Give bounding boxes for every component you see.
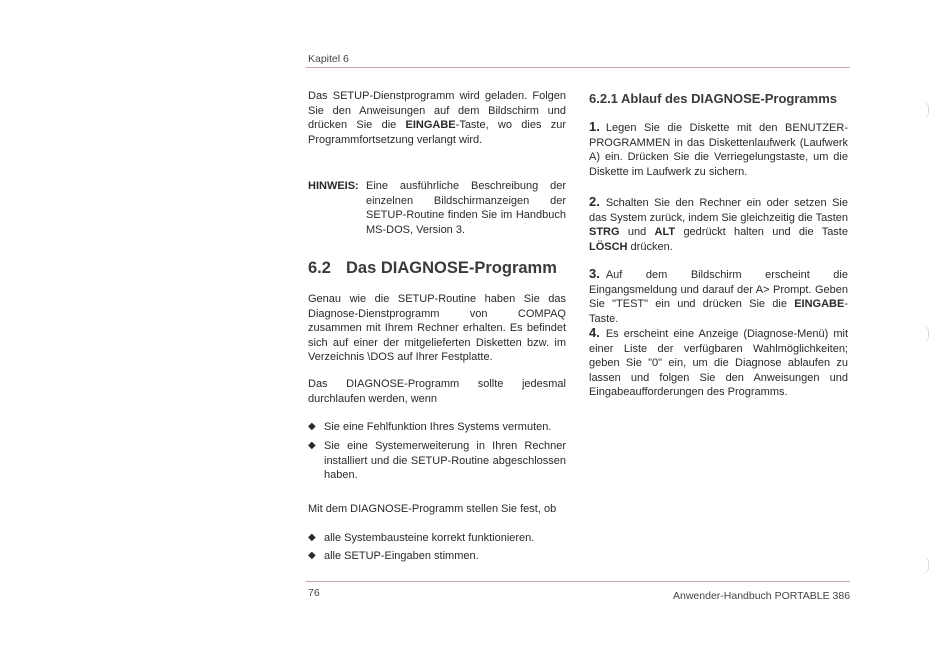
diamond-bullet-icon: ◆ — [308, 550, 316, 561]
subsection-number: 6.2.1 — [589, 91, 618, 106]
hinweis-text: Eine ausführliche Beschreibung der einzelnen Bildschirmanzeigen der SETUP-Routine finden Sie im Handbuch MS-DOS, Version 3. — [366, 180, 566, 236]
chapter-header: Kapitel 6 — [308, 53, 349, 65]
book-title: Anwender-Handbuch PORTABLE 386 — [673, 590, 851, 602]
intro-paragraph: Das SETUP-Dienstprogramm wird geladen. Folgen Sie den Anweisungen auf dem Bildschirm und drücken Sie die EINGABE-Taste, wo dies zur Programmfortsetzung verlangt wird. — [308, 90, 566, 146]
binder-hole-mark — [922, 101, 929, 119]
diagnose-check-paragraph: Mit dem DIAGNOSE-Programm stellen Sie fest, ob — [308, 503, 557, 515]
key-eingabe: EINGABE — [794, 298, 845, 310]
header-rule — [306, 67, 850, 68]
diamond-bullet-icon: ◆ — [308, 532, 316, 543]
list-item: ◆ Sie eine Fehlfunktion Ihres Systems vermuten. — [308, 421, 552, 433]
section-heading — [308, 259, 568, 278]
page-number: 76 — [308, 587, 320, 599]
diamond-bullet-icon: ◆ — [308, 440, 316, 451]
list-item: ◆ alle Systembausteine korrekt funktionieren. — [308, 532, 535, 544]
step-1: 1. Legen Sie die Diskette mit den BENUTZER-PROGRAMMEN in das Diskettenlaufwerk (Laufwerk A) ein. Drücken Sie die Verriegelungstaste, um die Diskette im Laufwerk zu sichern. — [589, 119, 848, 178]
step-2: 2. Schalten Sie den Rechner ein oder setzen Sie das System zurück, indem Sie gleichzeitig die Tasten STRG und ALT gedrückt halten und die Taste LÖSCH drücken. — [589, 194, 848, 253]
diamond-bullet-icon: ◆ — [308, 421, 316, 432]
section-number: 6.2 — [308, 259, 331, 277]
hinweis-note — [308, 179, 568, 239]
binder-hole-mark — [922, 556, 929, 574]
key-alt: ALT — [654, 226, 676, 238]
step-number: 1. — [589, 119, 600, 134]
subsection-title: Ablauf des DIAGNOSE-Programms — [621, 91, 837, 106]
subsection-heading — [589, 91, 857, 106]
list-item: ◆ alle SETUP-Eingaben stimmen. — [308, 550, 479, 562]
step-number: 4. — [589, 325, 600, 340]
step-4: 4. Es erscheint eine Anzeige (Diagnose-Menü) mit einer Liste der verfügbaren Wahlmöglichkeiten; geben Sie "0" ein, um die Diagnose ablaufen zu lassen und folgen Sie den Anweisungen und Eingabeaufforderungen des Programms. — [589, 325, 848, 398]
diagnose-when-paragraph: Das DIAGNOSE-Programm sollte jedesmal durchlaufen werden, wenn — [308, 378, 566, 405]
step-number: 2. — [589, 194, 600, 209]
step-3: 3. Auf dem Bildschirm erscheint die Eingangsmeldung und darauf der A> Prompt. Geben Sie "TEST" ein und drücken Sie die EINGABE-Taste. — [589, 266, 848, 325]
footer-rule — [306, 581, 850, 582]
hinweis-label: HINWEIS: — [308, 180, 359, 192]
key-eingabe: EINGABE — [405, 119, 456, 131]
key-loesch: LÖSCH — [589, 240, 628, 253]
section-title: Das DIAGNOSE-Programm — [346, 259, 557, 277]
binder-hole-mark — [922, 325, 929, 343]
key-strg: STRG — [589, 226, 620, 238]
diagnose-intro-paragraph: Genau wie die SETUP-Routine haben Sie das Diagnose-Dienstprogramm von COMPAQ zusammen mit Ihrem Rechner erhalten. Es befindet sich auf einer der mitgelieferten Disketten bzw. im Verzeichnis \DOS auf Ihrer Festplatte. — [308, 293, 566, 363]
list-item: ◆ Sie eine Systemerweiterung in Ihren Rechner installiert und die SETUP-Routine abgeschlossen haben. — [308, 440, 566, 481]
step-number: 3. — [589, 266, 600, 281]
